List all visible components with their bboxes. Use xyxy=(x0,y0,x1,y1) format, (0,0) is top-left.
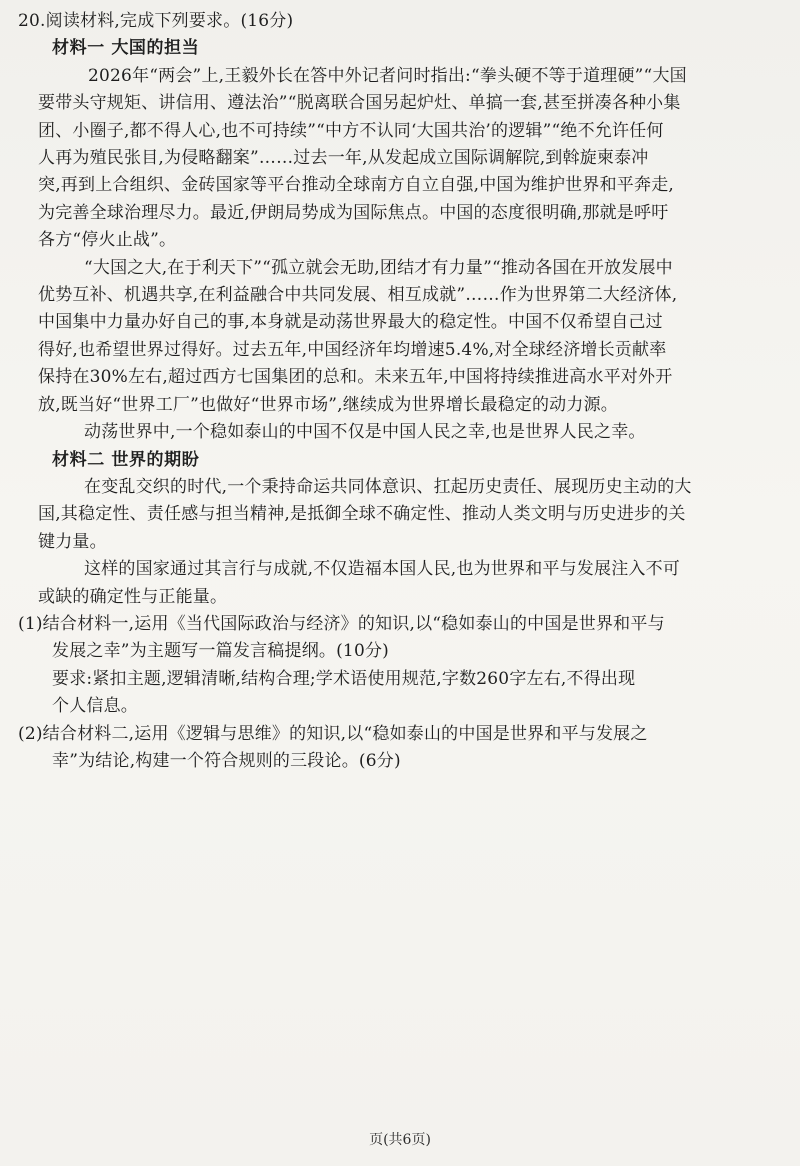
material-two-heading: 材料二 世界的期盼 xyxy=(52,449,200,470)
material-one-line: 为完善全球治理尽力。最近,伊朗局势成为国际焦点。中国的态度很明确,那就是呼吁 xyxy=(38,202,669,223)
material-one-line: 2026年“两会”上,王毅外长在答中外记者问时指出:“拳头硬不等于道理硬”“大国 xyxy=(88,65,687,86)
task-one-line: (1)结合材料一,运用《当代国际政治与经济》的知识,以“稳如泰山的中国是世界和平与 xyxy=(18,613,665,634)
material-two-line: 这样的国家通过其言行与成就,不仅造福本国人民,也为世界和平与发展注入不可 xyxy=(84,559,681,580)
material-one-line: 中国集中力量办好自己的事,本身就是动荡世界最大的稳定性。中国不仅希望自己过 xyxy=(38,312,663,333)
material-one-line: 团、小圈子,都不得人心,也不可持续”“中方不认同‘大国共治’的逻辑”“绝不允许任何 xyxy=(38,120,664,141)
material-one-line: “大国之大,在于利天下”“孤立就会无助,团结才有力量”“推动各国在开放发展中 xyxy=(84,257,673,278)
material-one-line: 保持在30%左右,超过西方七国集团的总和。未来五年,中国将持续推进高水平对外开 xyxy=(38,367,673,388)
task-one-requirements: 要求:紧扣主题,逻辑清晰,结构合理;学术语使用规范,字数260字左右,不得出现 xyxy=(52,668,636,689)
material-one-heading: 材料一 大国的担当 xyxy=(52,38,200,59)
material-one-line: 动荡世界中,一个稳如泰山的中国不仅是中国人民之幸,也是世界人民之幸。 xyxy=(84,422,646,443)
material-two-line: 国,其稳定性、责任感与担当精神,是抵御全球不确定性、推动人类文明与历史进步的关 xyxy=(38,504,686,525)
material-one-line: 突,再到上合组织、金砖国家等平台推动全球南方自立自强,中国为维护世界和平奔走, xyxy=(38,175,675,196)
material-two-line: 或缺的确定性与正能量。 xyxy=(38,586,228,607)
question-title: 20.阅读材料,完成下列要求。(16分) xyxy=(18,11,294,31)
task-two-line: (2)结合材料二,运用《逻辑与思维》的知识,以“稳如泰山的中国是世界和平与发展之 xyxy=(18,723,648,744)
material-one-line: 人再为殖民张目,为侵略翻案”……过去一年,从发起成立国际调解院,到斡旋柬泰冲 xyxy=(38,148,649,169)
task-two-line: 幸”为结论,构建一个符合规则的三段论。(6分) xyxy=(52,750,401,771)
material-one-line: 要带头守规矩、讲信用、遵法治”“脱离联合国另起炉灶、单搞一套,甚至拼凑各种小集 xyxy=(38,93,681,114)
material-two-line: 键力量。 xyxy=(38,531,107,552)
material-one-line: 得好,也希望世界过得好。过去五年,中国经济年均增速5.4%,对全球经济增长贡献率 xyxy=(38,339,667,360)
task-one-line: 个人信息。 xyxy=(52,696,138,717)
page-footer: 页(共6页) xyxy=(369,1132,431,1148)
material-two-line: 在变乱交织的时代,一个秉持命运共同体意识、扛起历史责任、展现历史主动的大 xyxy=(84,476,692,497)
question-content xyxy=(18,8,774,775)
task-one-line: 发展之幸”为主题写一篇发言稿提纲。(10分) xyxy=(52,641,389,662)
material-one-line: 优势互补、机遇共享,在利益融合中共同发展、相互成就”……作为世界第二大经济体, xyxy=(38,285,678,306)
material-one-line: 各方“停火止战”。 xyxy=(38,230,177,251)
material-one-line: 放,既当好“世界工厂”也做好“世界市场”,继续成为世界增长最稳定的动力源。 xyxy=(38,394,618,415)
